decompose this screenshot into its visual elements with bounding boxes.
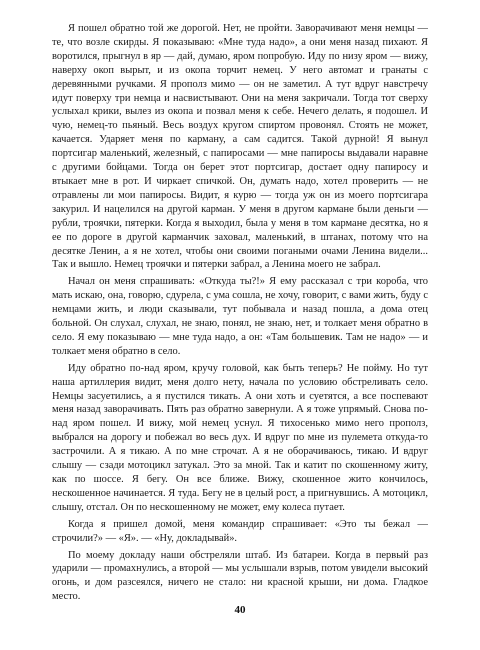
page-number: 40 <box>234 604 246 616</box>
paragraph: Я пошел обратно той же дорогой. Нет, не пройти. Заворачивают меня немцы — те, что возле скирды. Я показываю: «Мне туда надо», а они меня назад пихают. Я воротился, прыгнул в яр — дай, думаю, яром попробую. Иду по низу яром — вижу, наверху окоп вырыт, и из окопа торчит немец. У него автомат и гранаты с деревянными ручками. Я прополз мимо — он не заметил. А тут вдруг навстречу идут поверху три немца и насвистывают. Они на меня закричали. Тогда тот сверху услыхал крики, вылез из окопа и позвал меня к себе. Нечего делать, я подошел. И чую, немец-то пьяный. Весь воздух кругом спиртом провонял. Стоять не может, качается. Ударяет меня по карману, а сам садится. Такой дурной! Я вынул портсигар маленький, железный, с папиросами — мне папиросы выдавали наравне с другими бойцами. Тогда он берет этот портсигар, достает одну папиросу и втыкает мне в рот. И чиркает спичкой. Он, думать надо, хотел проверить — не отравлены ли мои папиросы. Видит, я курю — тогда уж он из моего портсигара закурил. И нацелился на другой карман. У меня в другом кармане были деньги — рубли, троячки, пятерки. Когда я выходил, была у меня в том кармане десятка, но я ее по дороге в другой карманчик заховал, маленький, в штанах, потому что на десятке Ленин, а я не хотел, чтобы они своими погаными очами Ленина видели... Так и вышло. Немец троячки и пятерки забрал, а Ленина моего не забрал. <box>52 23 428 271</box>
paragraph: Иду обратно по-над яром, кручу головой, как быть теперь? Не пойму. Но тут наша артиллерия видит, меня долго нету, начала по условию обстреливать село. Немцы засуетились, а я пустился тикать. А они хоть и суетятся, а все поспевают меня назад заворачивать. Пять раз обратно завернули. А я тоже упрямый. Снова по-над яром пошел. И вижу, мой немец уснул. Я тихосенько мимо него прополз, выбрался на дорогу и побежал во весь дух. И вдруг по мне из пулемета откуда-то застрочили. А я тикаю. А по мне строчат. А я не оборачиваюсь, тикаю. И вдруг слышу — сзади мотоцикл затукал. Это за мной. Так и катит по скошенному житу, как по шоссе. Я бегу. Он все ближе. Вижу, скошенное жито кончилось, нескошенное начинается. Я туда. Бегу не в целый рост, а пригнувшись. А мотоцикл, слышу, отстал. Он по нескошенному не может, ему колеса путает. <box>52 362 428 513</box>
paragraph: Когда я пришел домой, меня командир спрашивает: «Это ты бежал — строчили?» — «Я». — «Ну, докладывай». <box>52 518 428 544</box>
paragraph: Начал он меня спрашивать: «Откуда ты?!» Я ему рассказал с три короба, что мать искаю, она, говорю, сдурела, с ума сошла, не хочу, говорит, с вами жить, буду с немцами жить, и люди сказывали, тут побывала и назад пошла, а дома отец больной. Он слухал, слухал, не знаю, понял, не знаю, нет, и толкает меня обратно в село. Я ему показываю — мне туда надо, а он: «Там большевик. Там не надо» — и толкает меня обратно в село. <box>52 276 428 357</box>
paragraph: По моему докладу наши обстреляли штаб. Из батареи. Когда в первый раз ударили — промахнулись, а второй — мы услышали взрыв, потом увидели высокий огонь, и дом разсеялся, ничего не стало: ни красной крыши, ни дома. Гладкое место. <box>52 549 428 603</box>
page-body <box>52 22 428 604</box>
